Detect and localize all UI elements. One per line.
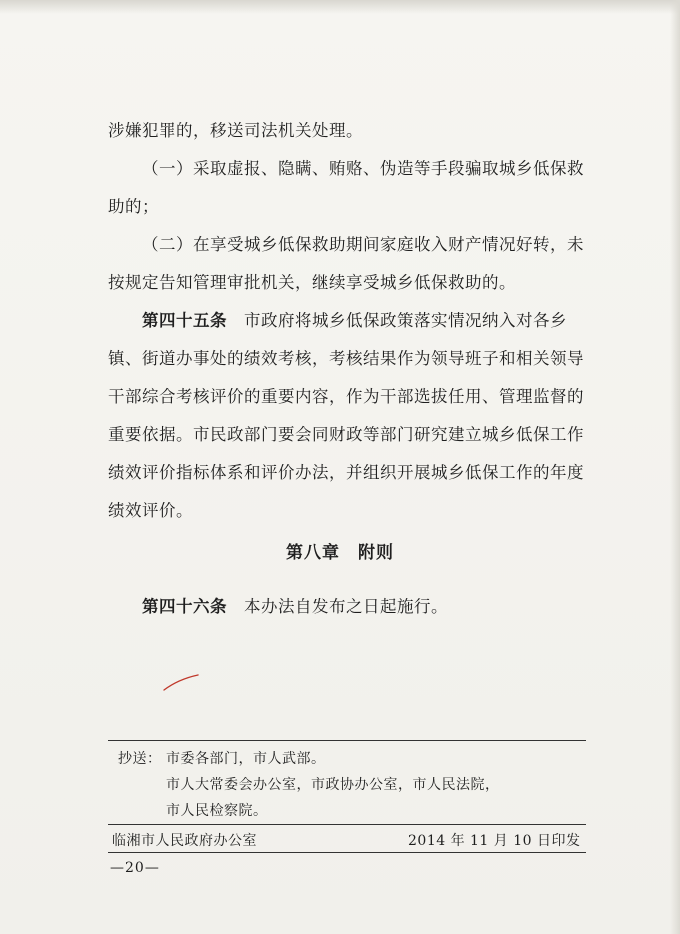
article-45-line-3: 干部综合考核评价的重要内容，作为干部选拔任用、管理监督的 [108,387,584,406]
article-46-label: 第四十六条 [142,597,227,616]
item-2-line-2: 按规定告知管理审批机关，继续享受城乡低保救助的。 [108,273,516,292]
red-pen-mark [162,672,202,694]
article-46-text: 本办法自发布之日起施行。 [244,597,448,616]
article-46-line [108,588,616,626]
item-1-line-1: （一）采取虚报、隐瞒、贿赂、伪造等手段骗取城乡低保救 [142,159,584,178]
article-45-text: 市政府将城乡低保政策落实情况纳入对各乡 [244,311,567,330]
article-45-label: 第四十五条 [142,311,227,330]
article-45-line-2: 镇、街道办事处的绩效考核，考核结果作为领导班子和相关领导 [108,349,584,368]
footer-bottom-rule [108,852,586,853]
cc-line-3: 市人民检察院。 [166,803,268,819]
item-1-line-2: 助的； [108,197,159,216]
item-2-line-1: （二）在享受城乡低保救助期间家庭收入财产情况好转，未 [142,235,584,254]
page-number: —20— [110,860,160,876]
footer-middle-rule [108,824,586,825]
cc-line-2: 市人大常委会办公室，市政协办公室，市人民法院， [166,777,500,793]
paragraph-line: 涉嫌犯罪的，移送司法机关处理。 [108,121,363,140]
article-45-line-4: 重要依据。市民政部门要会同财政等部门研究建立城乡低保工作 [108,425,584,444]
scan-top-shadow [0,0,680,14]
footer-top-rule [108,740,586,741]
issue-date: 2014 年 11 月 10 日印发 [408,833,581,849]
chapter-title: 第八章 附则 [286,543,394,563]
article-45-line-5: 绩效评价指标体系和评价办法，并组织开展城乡低保工作的年度 [108,463,584,482]
cc-line-1: 市委各部门，市人武部。 [166,751,326,767]
issuer: 临湘市人民政府办公室 [112,833,257,849]
article-45-line-1 [108,302,616,340]
scan-right-shadow [670,0,680,934]
article-45-line-6: 绩效评价。 [108,501,193,520]
cc-label: 抄送： [118,751,162,767]
